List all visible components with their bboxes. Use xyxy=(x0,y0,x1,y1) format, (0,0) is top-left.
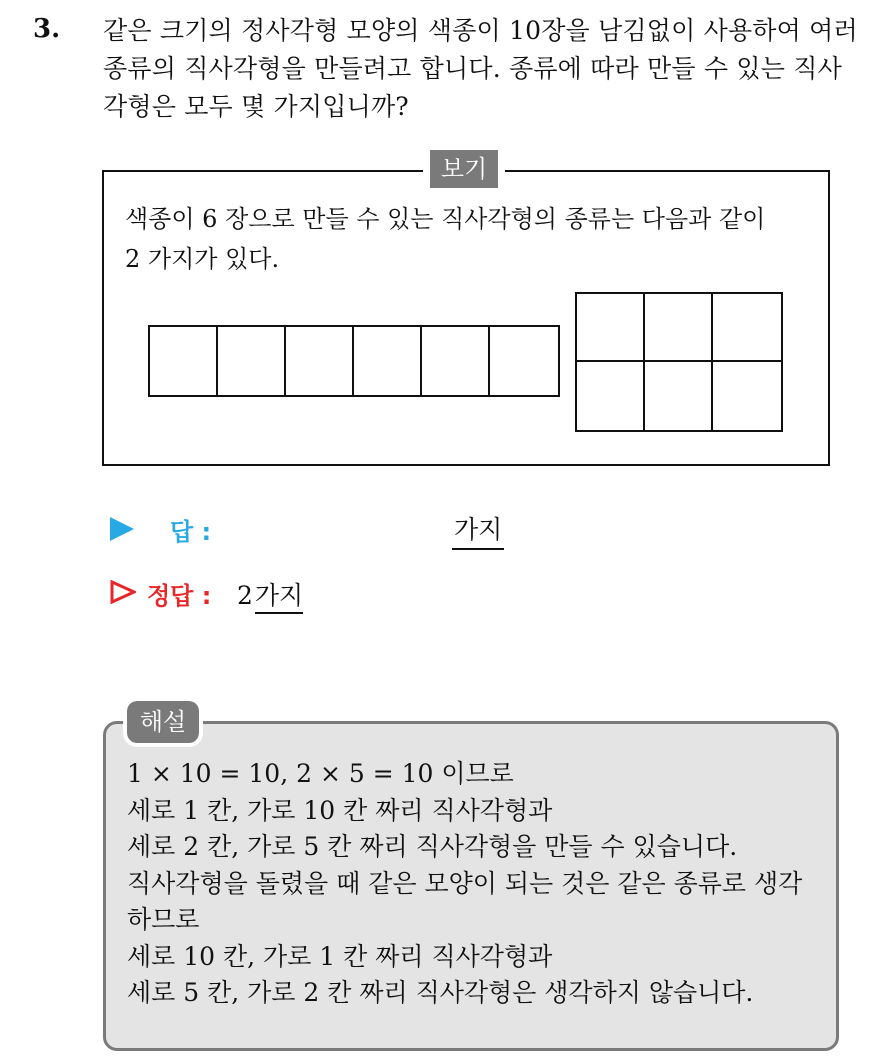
grid-square xyxy=(577,294,645,362)
grid-square xyxy=(490,327,558,395)
question-line: 같은 크기의 정사각형 모양의 색종이 10장을 남김없이 사용하여 여러 xyxy=(103,16,858,45)
correct-answer xyxy=(237,576,303,612)
correct-label: 정답 : xyxy=(147,582,212,610)
question-text xyxy=(103,12,863,126)
correct-arrow-icon xyxy=(110,580,136,604)
grid-square xyxy=(218,327,286,395)
grid-square xyxy=(645,362,713,430)
question-line: 종류의 직사각형을 만들려고 합니다. 종류에 따라 만들 수 있는 직사 xyxy=(103,54,842,83)
solution-line: 세로 5 칸, 가로 2 칸 짜리 직사각형은 생각하지 않습니다. xyxy=(127,978,754,1007)
solution-tag: 해설 xyxy=(127,701,199,743)
solution-line: 하므로 xyxy=(127,905,200,934)
solution-line: 1 × 10 = 10, 2 × 5 = 10 이므로 xyxy=(127,759,514,788)
grid-square xyxy=(713,362,781,430)
solution-line: 세로 1 칸, 가로 10 칸 짜리 직사각형과 xyxy=(127,795,553,825)
solution-line: 직사각형을 돌렸을 때 같은 모양이 되는 것은 같은 종류로 생각 xyxy=(127,868,803,898)
grid-square xyxy=(645,294,713,362)
solution-line: 세로 10 칸, 가로 1 칸 짜리 직사각형과 xyxy=(127,941,553,971)
grid-square xyxy=(286,327,354,395)
correct-unit: 가지 xyxy=(255,581,303,614)
grid-square xyxy=(713,294,781,362)
grid-square xyxy=(422,327,490,395)
example-tag: 보기 xyxy=(430,150,498,188)
example-line: 색종이 6 장으로 만들 수 있는 직사각형의 종류는 다음과 같이 xyxy=(125,205,766,233)
example-line: 2 가지가 있다. xyxy=(125,245,280,273)
question-number: 3. xyxy=(33,14,61,44)
rectangle-1x6 xyxy=(148,325,560,397)
grid-square xyxy=(577,362,645,430)
solution-text xyxy=(127,756,802,1012)
example-text xyxy=(125,199,765,279)
grid-square xyxy=(354,327,422,395)
grid-square xyxy=(150,327,218,395)
solution-line: 세로 2 칸, 가로 5 칸 짜리 직사각형을 만들 수 있습니다. xyxy=(127,832,738,861)
answer-blank[interactable]: 가지 xyxy=(452,510,504,550)
answer-label: 답 : xyxy=(170,518,212,546)
correct-number: 2 xyxy=(237,581,253,610)
question-line: 각형은 모두 몇 가지입니까? xyxy=(103,92,409,121)
rectangle-2x3 xyxy=(575,292,783,432)
answer-arrow-icon xyxy=(110,517,134,541)
